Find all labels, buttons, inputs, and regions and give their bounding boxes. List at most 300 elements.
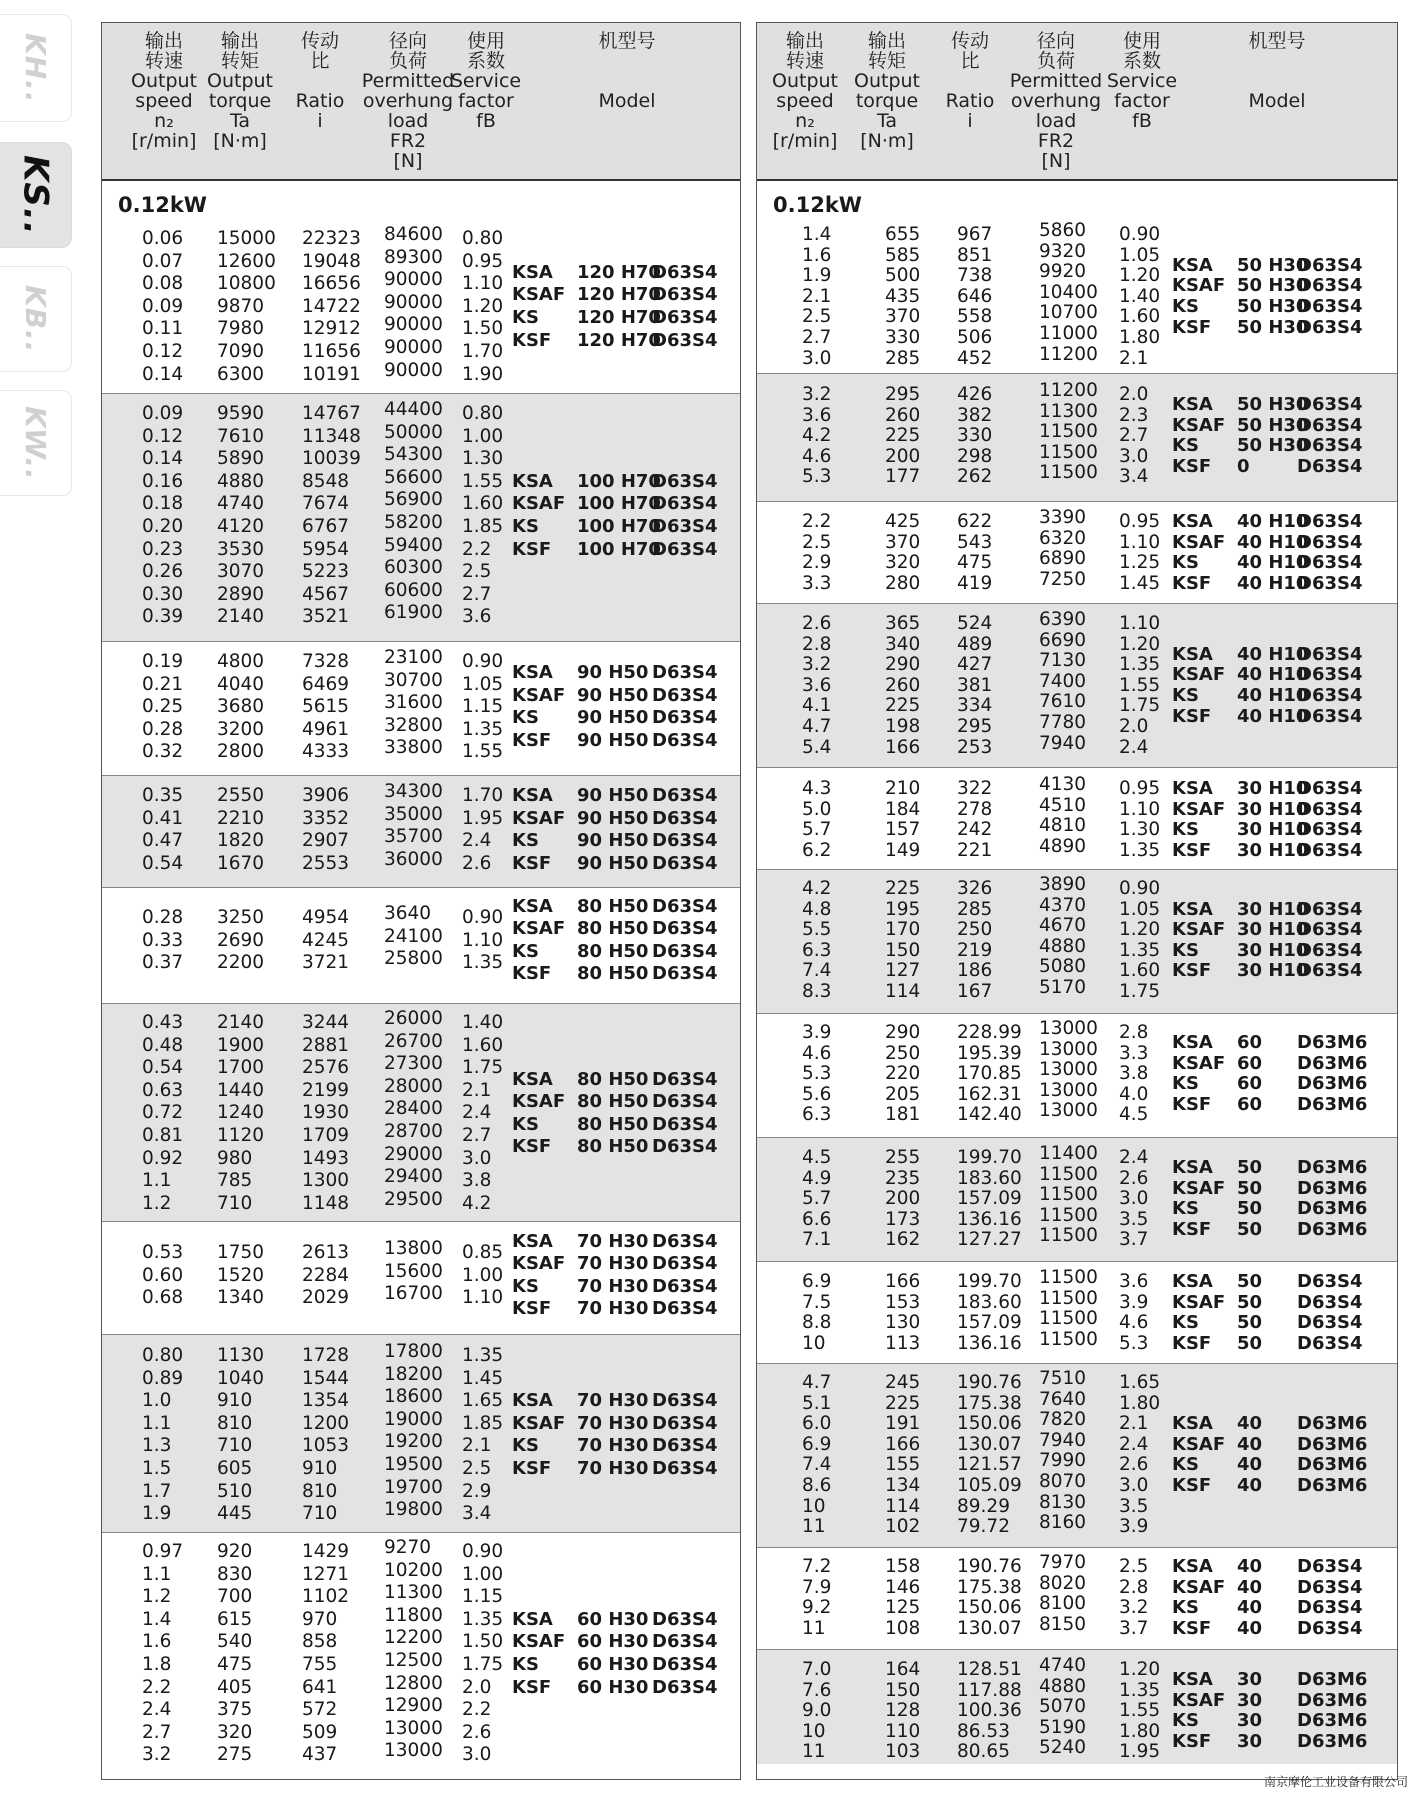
cell: 0.09 [142,403,184,424]
cell: 0.54 [142,852,184,874]
cell: 128.51 [957,1659,1022,1680]
cell: 7820 [1039,1409,1087,1431]
cell: 4.0 [1119,1083,1149,1105]
cell: 1.35 [1119,839,1161,861]
model-cell: 80 H50 [577,918,649,940]
cell: 1.75 [1119,981,1161,1002]
cell: 4961 [302,718,350,740]
cell: 2.6 [1119,1454,1149,1476]
table-row [102,1740,740,1766]
cell: 3640 [384,903,432,924]
cell: 7.4 [802,1454,832,1476]
model-cell: 70 H30 [577,1435,649,1457]
model-cell: D63S4 [652,662,718,684]
cell: 127 [885,960,921,982]
model-cell: KSF [512,538,552,560]
model-cell: D63S4 [652,707,718,729]
cell: 19048 [302,250,361,272]
cell: 0.08 [142,273,184,295]
cell: 12900 [384,1695,443,1717]
cell: 0.54 [142,1057,184,1079]
cell: 0.68 [142,1287,184,1309]
cell: 510 [217,1480,253,1502]
model-cell: D63S4 [1297,1617,1363,1639]
cell: 255 [885,1147,921,1168]
cell: 2.2 [462,1699,492,1721]
cell: 23100 [384,647,443,668]
model-cell: D63S4 [652,1676,718,1698]
cell: 1.2 [142,1586,172,1608]
cell: 4954 [302,907,350,928]
side-tab-kw[interactable] [0,390,72,496]
cell: 0.48 [142,1034,184,1056]
model-cell: D63S4 [652,830,718,852]
model-cell: 90 H50 [577,662,649,684]
cell: 0.95 [1119,778,1161,799]
model-cell: KSAF [1172,414,1226,436]
header-en: [N] [393,150,423,172]
cell: 8160 [1039,1512,1087,1534]
left-table [101,22,741,1780]
cell: 858 [302,1631,338,1653]
header-zh: 径向 [1036,30,1075,52]
cell: 0.28 [142,718,184,740]
cell: 910 [217,1390,253,1412]
cell: 1.60 [462,1034,504,1056]
model-cell: D63S4 [1297,685,1363,707]
cell: 5070 [1039,1696,1087,1718]
cell: 4.2 [802,425,832,447]
cell: 11300 [384,1582,443,1604]
table-row [102,399,740,424]
cell: 1053 [302,1435,350,1457]
model-cell: KSA [512,1390,553,1412]
cell: 210 [885,778,921,799]
cell: 35000 [384,803,443,825]
model-cell: KSAF [512,284,566,306]
cell: 158 [885,1556,921,1577]
model-cell: 30 H10 [1237,798,1309,820]
model-cell: 120 H70 [577,329,661,351]
model-cell: KSA [512,895,553,917]
model-cell: D63M6 [1297,1198,1368,1220]
cell: 5.3 [1119,1332,1149,1354]
model-cell: KSA [512,261,553,283]
cell: 7090 [217,341,265,362]
model-cell: 40 H10 [1237,664,1309,686]
cell: 2613 [302,1242,350,1263]
model-cell: D63S4 [1297,960,1363,982]
model-cell: 50 [1237,1177,1263,1199]
model-cell: 40 [1237,1576,1263,1598]
cell: 0.23 [142,538,184,560]
cell: 7970 [1039,1552,1087,1573]
cell: 0.16 [142,470,184,492]
cell: 2.2 [142,1676,172,1698]
table-section [757,502,1397,604]
model-cell: D63S4 [652,1457,718,1479]
model-cell: D63S4 [652,1068,718,1090]
cell: 127.27 [957,1229,1022,1251]
table-section [102,888,740,1004]
cell: 7.4 [802,960,832,982]
model-cell: KSA [1172,1413,1213,1435]
model-cell: D63S4 [652,730,718,752]
header-en: Output [854,70,920,92]
cell: 2.7 [462,583,492,605]
cell: 89300 [384,246,443,268]
model-cell: KSA [1172,1157,1213,1179]
model-cell: KS [1172,296,1199,318]
cell: 102 [885,1516,921,1538]
model-cell: D63M6 [1297,1413,1368,1435]
cell: 2.4 [462,1102,492,1124]
table-section [757,374,1397,502]
header-en: Ratio [945,90,995,112]
model-cell: KSF [1172,572,1212,594]
header-zh: 负荷 [388,50,427,72]
model-cell: 90 H50 [577,684,649,706]
cell: 16700 [384,1283,443,1305]
cell: 1709 [302,1125,350,1146]
model-cell: D63M6 [1297,1433,1368,1455]
cell: 0.30 [142,583,184,605]
model-cell: D63M6 [1297,1710,1368,1732]
side-tab-kh[interactable] [0,14,72,122]
cell: 4370 [1039,894,1087,916]
side-tab-kb[interactable] [0,266,72,372]
cell: 9320 [1039,240,1087,262]
cell: 1.9 [802,265,832,287]
cell: 3530 [217,538,265,560]
model-cell: KSF [1172,1731,1212,1753]
table-section [757,1650,1397,1764]
cell: 1.35 [462,1345,504,1366]
cell: 5190 [1039,1716,1087,1738]
header-zh: 机型号 [598,30,656,52]
cell: 500 [885,265,921,287]
cell: 755 [302,1654,338,1675]
table-row [757,977,1397,1002]
cell: 17800 [384,1341,443,1362]
cell: 36000 [384,848,443,870]
model-cell: 100 H70 [577,515,661,537]
cell: 8.8 [802,1312,832,1334]
cell: 10800 [217,273,276,295]
model-cell: KSA [512,1230,553,1252]
model-cell: 90 H50 [577,730,649,752]
cell: 11500 [1039,1184,1098,1206]
header-zh: 比 [310,50,330,72]
cell: 1102 [302,1586,350,1608]
cell: 2.5 [462,561,492,583]
cell: 585 [885,244,921,266]
cell: 191 [885,1413,921,1435]
cell: 221 [957,839,993,861]
cell: 0.21 [142,673,184,695]
cell: 113 [885,1332,921,1354]
cell: 108 [885,1617,921,1639]
table-section [102,1004,740,1222]
cell: 12800 [384,1672,443,1694]
cell: 13800 [384,1238,443,1259]
cell: 0.47 [142,830,184,852]
cell: 419 [957,572,993,594]
cell: 5954 [302,538,350,560]
model-cell: KSA [1172,1556,1213,1577]
header-en: torque [855,90,919,112]
cell: 0.60 [142,1264,184,1286]
cell: 16656 [302,273,361,295]
cell: 1900 [217,1034,265,1056]
cell: 2690 [217,929,265,951]
model-cell: D63S4 [652,470,718,492]
cell: 1.5 [142,1458,172,1479]
model-cell: KSAF [512,1631,566,1653]
model-cell: KSA [1172,1669,1213,1691]
cell: 0.25 [142,696,184,718]
cell: 3721 [302,952,350,974]
cell: 6.3 [802,939,832,961]
cell: 1.20 [462,295,504,317]
header-zh: 转矩 [220,50,259,72]
cell: 27300 [384,1053,443,1075]
cell: 32800 [384,714,443,736]
header-en: [N] [1041,150,1071,172]
model-cell: KSF [512,1136,552,1158]
header-en: [r/min] [131,130,197,152]
cell: 0.41 [142,807,184,829]
cell: 164 [885,1659,921,1680]
cell: 10191 [302,363,361,385]
cell: 1.20 [1119,1659,1161,1680]
model-cell: D63S4 [1297,919,1363,941]
header-zh: 转速 [144,50,183,72]
table-section [102,1335,740,1533]
model-cell: D63M6 [1297,1669,1368,1691]
cell: 1.70 [462,341,504,362]
cell: 710 [217,1192,253,1214]
cell: 0.80 [142,1345,184,1366]
cell: 3.8 [1119,1063,1149,1085]
cell: 250 [885,1042,921,1064]
cell: 146 [885,1576,921,1598]
model-cell: KSF [1172,960,1212,982]
cell: 90000 [384,269,443,291]
header-en: speed [776,90,834,112]
header-en: Ratio [295,90,345,112]
cell: 11500 [1039,1163,1098,1185]
cell: 0.53 [142,1242,184,1263]
cell: 4.6 [802,1042,832,1064]
cell: 130 [885,1312,921,1334]
cell: 489 [957,633,993,655]
cell: 2.4 [1119,736,1149,758]
cell: 6.6 [802,1208,832,1230]
cell: 10039 [302,448,361,470]
cell: 2881 [302,1034,350,1056]
model-cell: KSAF [1172,275,1226,297]
cell: 3.7 [1119,1229,1149,1251]
cell: 26000 [384,1008,443,1029]
cell: 79.72 [957,1516,1010,1538]
cell: 1.60 [1119,306,1161,328]
cell: 153 [885,1291,921,1313]
cell: 0.39 [142,606,184,628]
model-cell: D63S4 [1297,316,1363,338]
cell: 114 [885,1495,921,1517]
cell: 540 [217,1631,253,1653]
cell: 1.00 [462,1264,504,1286]
cell: 445 [217,1503,253,1525]
cell: 298 [957,445,993,467]
model-cell: KSF [1172,1474,1212,1496]
cell: 29400 [384,1166,443,1188]
cell: 5615 [302,696,350,718]
cell: 29000 [384,1143,443,1165]
model-cell: 60 H30 [577,1631,649,1653]
cell: 128 [885,1700,921,1722]
cell: 7674 [302,493,350,515]
cell: 1.90 [462,363,504,385]
cell: 58200 [384,512,443,533]
cell: 183.60 [957,1291,1022,1313]
cell: 5.1 [802,1392,832,1414]
cell: 0.43 [142,1012,184,1033]
cell: 1.10 [1119,798,1161,820]
cell: 646 [957,285,993,307]
table-row [757,732,1397,758]
header-en: Output [772,70,838,92]
model-cell: D63S4 [1297,1556,1363,1577]
cell: 56600 [384,466,443,488]
cell: 225 [885,878,921,899]
cell: 4.9 [802,1167,832,1189]
cell: 0.18 [142,493,184,515]
cell: 245 [885,1372,921,1393]
cell: 8130 [1039,1491,1087,1513]
model-cell: 120 H70 [577,261,661,283]
cell: 2.4 [462,830,492,852]
model-cell: 50 H30 [1237,296,1309,318]
model-cell: 40 [1237,1597,1263,1619]
model-cell: D63M6 [1297,1157,1368,1179]
cell: 157 [885,819,921,841]
model-cell: D63S4 [1297,394,1363,416]
cell: 334 [957,695,993,717]
cell: 130.07 [957,1433,1022,1455]
cell: 1.10 [1119,531,1161,553]
cell: 4.5 [1119,1104,1149,1126]
cell: 2.2 [802,511,832,532]
header-zh: 系数 [1122,50,1161,72]
cell: 31600 [384,692,443,714]
table-row [102,359,740,385]
model-cell: 60 [1237,1073,1263,1095]
table-section [757,181,1397,374]
side-tab-label: KH.. [19,32,52,104]
cell: 12600 [217,250,276,272]
cell: 1.80 [1119,1720,1161,1742]
cell: 524 [957,613,993,634]
model-cell: D63S4 [652,307,718,329]
cell: 1.1 [142,1563,172,1585]
cell: 830 [217,1563,253,1585]
cell: 365 [885,613,921,634]
cell: 1.55 [1119,674,1161,696]
model-cell: 50 H30 [1237,316,1309,338]
cell: 0.35 [142,785,184,806]
cell: 1728 [302,1345,350,1366]
model-cell: 70 H30 [577,1253,649,1275]
cell: 2576 [302,1057,350,1079]
table-section [102,1222,740,1335]
model-cell: D63S4 [652,1435,718,1457]
side-tab-ks[interactable] [0,142,72,248]
header-en: [r/min] [772,130,838,152]
cell: 7.6 [802,1679,832,1701]
cell: 19000 [384,1408,443,1430]
cell: 425 [885,511,921,532]
cell: 13000 [1039,1018,1098,1039]
cell: 1.35 [462,1608,504,1630]
model-cell: 40 H10 [1237,531,1309,553]
cell: 4.6 [1119,1312,1149,1334]
cell: 11500 [1039,1308,1098,1330]
model-cell: KS [512,1435,539,1457]
cell: 5.3 [802,1063,832,1085]
cell: 2.0 [462,1676,492,1698]
cell: 200 [885,1188,921,1210]
cell: 2550 [217,785,265,806]
model-cell: 60 H30 [577,1608,649,1630]
cell: 195.39 [957,1042,1022,1064]
model-cell: 70 H30 [577,1298,649,1320]
cell: 166 [885,1271,921,1292]
header-zh: 传动 [300,30,339,52]
model-cell: D63M6 [1297,1177,1368,1199]
table-section [757,1548,1397,1650]
cell: 5.5 [802,919,832,941]
model-cell: D63S4 [1297,664,1363,686]
cell: 19700 [384,1476,443,1498]
cell: 3352 [302,807,350,829]
cell: 11 [802,1741,826,1763]
model-cell: D63M6 [1297,1689,1368,1711]
power-label: 0.12kW [118,193,207,217]
cell: 330 [957,425,993,447]
cell: 4.5 [802,1147,832,1168]
cell: 14722 [302,295,361,317]
cell: 4120 [217,516,265,537]
cell: 4880 [1039,935,1087,957]
model-cell: 50 [1237,1291,1263,1313]
cell: 0.06 [142,228,184,249]
model-cell: D63S4 [1297,778,1363,799]
cell: 205 [885,1083,921,1105]
cell: 3.2 [802,654,832,676]
cell: 7980 [217,318,265,340]
cell: 11500 [1039,1287,1098,1309]
cell: 0.80 [462,403,504,424]
cell: 9270 [384,1537,432,1558]
cell: 1440 [217,1079,265,1101]
model-cell: KSAF [1172,1052,1226,1074]
cell: 1.6 [802,244,832,266]
model-cell: D63S4 [1297,705,1363,727]
cell: 4740 [217,493,265,515]
cell: 320 [217,1721,253,1743]
